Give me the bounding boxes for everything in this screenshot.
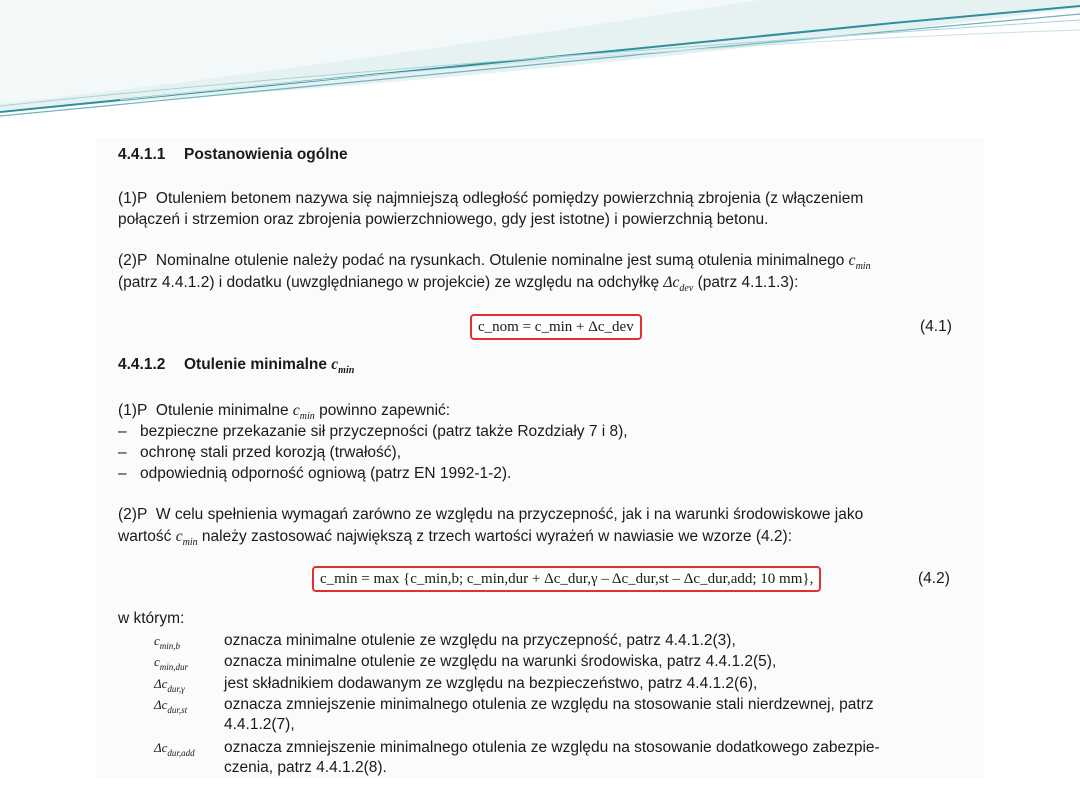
math-symbol: c (848, 252, 856, 269)
list-item (118, 442, 401, 463)
math-symbol: c (292, 402, 300, 419)
header-swoosh-decoration (0, 0, 1080, 130)
math-subscript: min,b (159, 641, 181, 652)
definition-text: jest składnikiem dodawanym ze względu na bezpieczeństwo, patrz 4.4.1.2(6), (224, 675, 758, 692)
math-symbol: Δc (154, 740, 168, 755)
list-item (118, 463, 511, 484)
section-heading-min-cover (118, 356, 354, 376)
math-subscript: min (338, 365, 355, 377)
definition-text: oznacza minimalne otulenie ze względu na warunki środowiska, patrz 4.4.1.2(5), (224, 653, 777, 670)
section-number: 4.4.1.1 (118, 146, 166, 163)
definition-symbol (154, 632, 180, 651)
math-subscript: min (182, 537, 198, 549)
list-dash: – (118, 465, 127, 482)
math-symbol: c (175, 528, 183, 545)
math-subscript: dur,st (167, 705, 188, 716)
math-subscript: dev (679, 283, 694, 295)
text-span: najmniejszą odległość pomiędzy powierzchnią zbrojenia (z włączeniem (376, 190, 864, 207)
math-symbol: Δc (154, 676, 168, 691)
list-item-text: odpowiednią odporność ogniową (patrz EN 1992-1-2). (140, 465, 512, 482)
list-item-text: bezpieczne przekazanie sił przyczepności (patrz także Rozdziały 7 i 8), (140, 423, 628, 440)
math-subscript: min (299, 411, 315, 423)
definition-symbol (154, 739, 195, 758)
paragraph-min-cover-2p-line1 (118, 504, 863, 525)
text-span: Nominalne otulenie należy podać na rysunkach. Otulenie nominalne jest sumą otulenia minimalnego (155, 252, 849, 269)
paragraph-label: (2)P (118, 506, 148, 523)
text-span: połączeń i strzemion oraz zbrojenia powierzchniowego, gdy jest istotne) i powierzchnią betonu. (118, 211, 769, 228)
equation-4-1: c_nom = c_min + Δc_dev (478, 319, 634, 335)
section-title: Otulenie minimalne (184, 356, 332, 373)
paragraph-2p-line2 (118, 272, 798, 299)
section-heading-general (118, 146, 348, 164)
list-dash: – (118, 423, 127, 440)
definition-text-continued: 4.4.1.2(7), (224, 716, 295, 733)
math-symbol: Δc (154, 697, 168, 712)
list-item-text: ochronę stali przed korozją (trwałość), (140, 444, 402, 461)
equation-4-2-highlight (312, 566, 821, 592)
math-subscript: dur,add (167, 748, 195, 759)
math-subscript: min,dur (159, 662, 189, 673)
definition-text: oznacza zmniejszenie minimalnego otulenia ze względu na stosowanie dodatkowego zabezpie- (224, 739, 880, 756)
definition-text-continued: czenia, patrz 4.4.1.2(8). (224, 759, 387, 776)
text-span: Otuleniem betonem nazywa się (155, 190, 377, 207)
math-symbol: c (331, 356, 339, 373)
math-symbol: c (154, 654, 160, 669)
text-span: (patrz 4.1.1.3): (693, 274, 799, 291)
definition-symbol (154, 653, 188, 672)
text-span: W celu spełnienia wymagań zarówno ze względu na przyczepność, jak i na warunki środowiskowe jako (155, 506, 864, 523)
section-title: Postanowienia ogólne (184, 146, 348, 163)
equation-4-1-highlight (470, 314, 642, 340)
paragraph-min-cover-2p-line2 (118, 526, 792, 553)
definition-symbol (154, 696, 187, 715)
list-dash: – (118, 444, 127, 461)
section-number: 4.4.1.2 (118, 356, 166, 373)
math-symbol: Δc (663, 274, 680, 291)
list-item (118, 421, 628, 442)
text-span: Otulenie minimalne (155, 402, 293, 419)
equation-number-4-1: (4.1) (920, 318, 952, 335)
equation-number-4-2: (4.2) (918, 570, 950, 587)
math-subscript: min (855, 261, 871, 273)
math-subscript: dur,γ (167, 684, 185, 695)
math-symbol: c (154, 633, 160, 648)
paragraph-label: (1)P (118, 402, 148, 419)
text-span: powinno zapewnić: (314, 402, 451, 419)
paragraph-1p-line2 (118, 209, 769, 230)
paragraph-label: (2)P (118, 252, 148, 269)
definition-text: oznacza zmniejszenie minimalnego otulenia ze względu na stosowanie stali nierdzewnej, patrz (224, 696, 874, 713)
paragraph-1p-line1 (118, 188, 863, 209)
text-span: (patrz 4.4.1.2) i dodatku (uwzględnianego w projekcie) ze względu na odchyłkę (118, 274, 664, 291)
document-page (96, 138, 984, 778)
text-span: wartość (118, 528, 176, 545)
definition-text: oznacza minimalne otulenie ze względu na przyczepność, patrz 4.4.1.2(3), (224, 632, 736, 649)
text-span: należy zastosować największą z trzech wartości wyrażeń w nawiasie we wzorze (4.2): (197, 528, 792, 545)
definition-symbol (154, 675, 185, 694)
paragraph-label: (1)P (118, 190, 148, 207)
equation-4-2: c_min = max {c_min,b; c_min,dur + Δc_dur,γ – Δc_dur,st – Δc_dur,add; 10 mm}, (320, 571, 814, 587)
where-label: w którym: (118, 610, 185, 627)
